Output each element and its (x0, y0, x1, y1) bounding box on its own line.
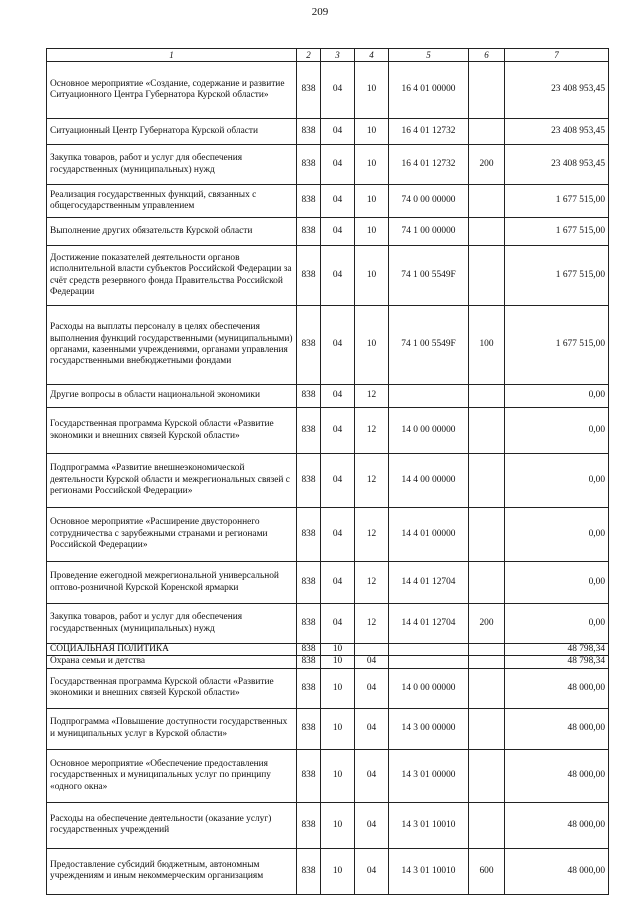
table-row (47, 508, 609, 562)
row-c6-cell (469, 708, 505, 749)
row-c2-cell: 838 (297, 562, 321, 604)
row-c4-cell (355, 644, 389, 656)
row-c7-cell: 0,00 (505, 385, 609, 408)
table-row (47, 644, 609, 656)
row-c6-cell: 200 (469, 604, 505, 644)
row-c3-cell: 04 (321, 62, 355, 119)
row-c4-cell: 12 (355, 385, 389, 408)
row-c6-cell (469, 246, 505, 306)
budget-table (46, 48, 609, 895)
row-c5-cell: 74 1 00 5549F (389, 246, 469, 306)
table-row (47, 454, 609, 508)
header-cell: 5 (389, 49, 469, 62)
row-c7-cell: 0,00 (505, 562, 609, 604)
row-c6-cell (469, 185, 505, 218)
row-c4-cell: 10 (355, 62, 389, 119)
row-name-cell: Расходы на обеспечение деятельности (оказание услуг) государственных учреждений (47, 802, 297, 848)
row-c7-cell: 0,00 (505, 408, 609, 454)
row-c2-cell: 838 (297, 385, 321, 408)
row-c2-cell: 838 (297, 749, 321, 802)
row-name-cell: Проведение ежегодной межрегиональной универсальной оптово-розничной Курской Коренской ярмарки (47, 562, 297, 604)
row-c6-cell (469, 119, 505, 145)
row-c5-cell: 14 0 00 00000 (389, 408, 469, 454)
row-c5-cell: 74 1 00 00000 (389, 218, 469, 246)
table-row (47, 408, 609, 454)
row-c2-cell: 838 (297, 185, 321, 218)
row-c2-cell: 838 (297, 246, 321, 306)
header-cell: 1 (47, 49, 297, 62)
row-c3-cell: 04 (321, 246, 355, 306)
table-row (47, 119, 609, 145)
row-c3-cell: 10 (321, 668, 355, 708)
table-row (47, 246, 609, 306)
row-name-cell: Другие вопросы в области национальной экономики (47, 385, 297, 408)
row-c4-cell: 10 (355, 246, 389, 306)
row-c7-cell: 23 408 953,45 (505, 145, 609, 185)
table-row (47, 62, 609, 119)
table-row (47, 385, 609, 408)
table-row (47, 306, 609, 385)
row-c3-cell: 04 (321, 562, 355, 604)
row-c3-cell: 04 (321, 218, 355, 246)
row-c4-cell: 04 (355, 749, 389, 802)
row-c5-cell (389, 656, 469, 668)
row-c2-cell: 838 (297, 306, 321, 385)
table-row (47, 708, 609, 749)
header-cell: 3 (321, 49, 355, 62)
row-c5-cell: 16 4 01 12732 (389, 119, 469, 145)
header-row (47, 49, 609, 62)
row-c3-cell: 04 (321, 145, 355, 185)
row-name-cell: Закупка товаров, работ и услуг для обеспечения государственных (муниципальных) нужд (47, 145, 297, 185)
row-c5-cell: 16 4 01 12732 (389, 145, 469, 185)
row-c2-cell: 838 (297, 62, 321, 119)
row-c5-cell: 14 4 01 00000 (389, 508, 469, 562)
row-name-cell: Основное мероприятие «Создание, содержание и развитие Ситуационного Центра Губернатора Курской области» (47, 62, 297, 119)
row-c6-cell (469, 668, 505, 708)
row-c7-cell: 0,00 (505, 508, 609, 562)
row-c3-cell: 10 (321, 644, 355, 656)
row-c6-cell: 100 (469, 306, 505, 385)
row-c3-cell: 10 (321, 656, 355, 668)
row-c7-cell: 1 677 515,00 (505, 306, 609, 385)
row-c4-cell: 12 (355, 508, 389, 562)
row-c3-cell: 04 (321, 306, 355, 385)
row-c2-cell: 838 (297, 408, 321, 454)
row-c7-cell: 1 677 515,00 (505, 185, 609, 218)
row-c4-cell: 10 (355, 185, 389, 218)
table-row (47, 185, 609, 218)
row-c2-cell: 838 (297, 848, 321, 894)
row-c3-cell: 10 (321, 802, 355, 848)
table-row (47, 668, 609, 708)
row-c3-cell: 10 (321, 848, 355, 894)
row-c3-cell: 04 (321, 604, 355, 644)
row-c5-cell (389, 385, 469, 408)
row-c7-cell: 48 798,34 (505, 644, 609, 656)
row-c7-cell: 1 677 515,00 (505, 218, 609, 246)
row-c2-cell: 838 (297, 604, 321, 644)
row-c3-cell: 04 (321, 408, 355, 454)
row-c5-cell: 14 3 00 00000 (389, 708, 469, 749)
row-name-cell: Расходы на выплаты персоналу в целях обеспечения выполнения функций государственными (муниципальными) органами, казенными учреждениями, органами управления государственными внебюджетными фондами (47, 306, 297, 385)
row-c3-cell: 04 (321, 385, 355, 408)
row-c4-cell: 12 (355, 562, 389, 604)
row-c6-cell: 600 (469, 848, 505, 894)
table-row (47, 218, 609, 246)
row-c6-cell (469, 508, 505, 562)
row-c5-cell: 14 3 01 00000 (389, 749, 469, 802)
row-c3-cell: 04 (321, 454, 355, 508)
row-c7-cell: 1 677 515,00 (505, 246, 609, 306)
row-c2-cell: 838 (297, 454, 321, 508)
page-number: 209 (311, 6, 329, 18)
table-row (47, 145, 609, 185)
row-c2-cell: 838 (297, 656, 321, 668)
row-c7-cell: 48 000,00 (505, 708, 609, 749)
row-c6-cell (469, 749, 505, 802)
row-c6-cell (469, 802, 505, 848)
row-c2-cell: 838 (297, 802, 321, 848)
row-name-cell: Предоставление субсидий бюджетным, автономным учреждениям и иным некоммерческим организациям (47, 848, 297, 894)
row-c2-cell: 838 (297, 508, 321, 562)
row-c2-cell: 838 (297, 644, 321, 656)
table-row (47, 749, 609, 802)
row-c5-cell: 14 0 00 00000 (389, 668, 469, 708)
row-c2-cell: 838 (297, 119, 321, 145)
table-row (47, 562, 609, 604)
row-c2-cell: 838 (297, 708, 321, 749)
row-c3-cell: 04 (321, 508, 355, 562)
row-c2-cell: 838 (297, 145, 321, 185)
row-c6-cell (469, 408, 505, 454)
row-c5-cell: 16 4 01 00000 (389, 62, 469, 119)
row-c5-cell: 14 4 01 12704 (389, 604, 469, 644)
row-c6-cell (469, 218, 505, 246)
row-c4-cell: 10 (355, 218, 389, 246)
row-c7-cell: 48 000,00 (505, 802, 609, 848)
row-c5-cell: 74 1 00 5549F (389, 306, 469, 385)
row-c4-cell: 12 (355, 454, 389, 508)
row-name-cell: СОЦИАЛЬНАЯ ПОЛИТИКА (47, 644, 297, 656)
row-c4-cell: 12 (355, 604, 389, 644)
row-name-cell: Основное мероприятие «Обеспечение предоставления государственных и муниципальных услуг по принципу «одного окна» (47, 749, 297, 802)
table-row (47, 848, 609, 894)
row-c7-cell: 48 000,00 (505, 668, 609, 708)
row-name-cell: Государственная программа Курской области «Развитие экономики и внешних связей Курской области» (47, 408, 297, 454)
row-c6-cell (469, 656, 505, 668)
row-c3-cell: 10 (321, 749, 355, 802)
row-c5-cell (389, 644, 469, 656)
row-c4-cell: 04 (355, 708, 389, 749)
header-cell: 4 (355, 49, 389, 62)
row-c6-cell (469, 454, 505, 508)
row-name-cell: Реализация государственных функций, связанных с общегосударственным управлением (47, 185, 297, 218)
row-c5-cell: 14 4 01 12704 (389, 562, 469, 604)
row-c6-cell: 200 (469, 145, 505, 185)
row-c4-cell: 04 (355, 668, 389, 708)
row-c6-cell (469, 62, 505, 119)
row-name-cell: Выполнение других обязательств Курской области (47, 218, 297, 246)
row-c2-cell: 838 (297, 218, 321, 246)
row-c5-cell: 14 3 01 10010 (389, 802, 469, 848)
row-name-cell: Подпрограмма «Повышение доступности государственных и муниципальных услуг в Курской области» (47, 708, 297, 749)
table-row (47, 656, 609, 668)
table-row (47, 604, 609, 644)
row-c4-cell: 10 (355, 306, 389, 385)
row-c6-cell (469, 562, 505, 604)
table-row (47, 802, 609, 848)
row-c6-cell (469, 644, 505, 656)
row-c4-cell: 04 (355, 656, 389, 668)
row-c7-cell: 23 408 953,45 (505, 119, 609, 145)
row-c3-cell: 04 (321, 185, 355, 218)
row-c3-cell: 04 (321, 119, 355, 145)
row-c4-cell: 04 (355, 848, 389, 894)
row-c3-cell: 10 (321, 708, 355, 749)
row-c7-cell: 23 408 953,45 (505, 62, 609, 119)
row-c6-cell (469, 385, 505, 408)
row-c4-cell: 12 (355, 408, 389, 454)
row-name-cell: Государственная программа Курской области «Развитие экономики и внешних связей Курской области» (47, 668, 297, 708)
row-c4-cell: 04 (355, 802, 389, 848)
row-c5-cell: 14 3 01 10010 (389, 848, 469, 894)
row-name-cell: Охрана семьи и детства (47, 656, 297, 668)
row-c7-cell: 48 798,34 (505, 656, 609, 668)
row-name-cell: Достижение показателей деятельности органов исполнительной власти субъектов Российской Федерации за счёт средств резервного фонда Правительства Российской Федерации (47, 246, 297, 306)
row-c4-cell: 10 (355, 145, 389, 185)
row-c5-cell: 74 0 00 00000 (389, 185, 469, 218)
row-c7-cell: 48 000,00 (505, 749, 609, 802)
row-name-cell: Ситуационный Центр Губернатора Курской области (47, 119, 297, 145)
row-c5-cell: 14 4 00 00000 (389, 454, 469, 508)
header-cell: 7 (505, 49, 609, 62)
row-name-cell: Подпрограмма «Развитие внешнеэкономической деятельности Курской области и межрегиональных связей с регионами Российской Федерации» (47, 454, 297, 508)
row-c7-cell: 48 000,00 (505, 848, 609, 894)
row-c7-cell: 0,00 (505, 604, 609, 644)
row-c2-cell: 838 (297, 668, 321, 708)
table-body (47, 49, 609, 895)
row-name-cell: Основное мероприятие «Расширение двустороннего сотрудничества с зарубежными странами и регионами Российской Федерации» (47, 508, 297, 562)
row-c4-cell: 10 (355, 119, 389, 145)
header-cell: 6 (469, 49, 505, 62)
header-cell: 2 (297, 49, 321, 62)
row-name-cell: Закупка товаров, работ и услуг для обеспечения государственных (муниципальных) нужд (47, 604, 297, 644)
row-c7-cell: 0,00 (505, 454, 609, 508)
